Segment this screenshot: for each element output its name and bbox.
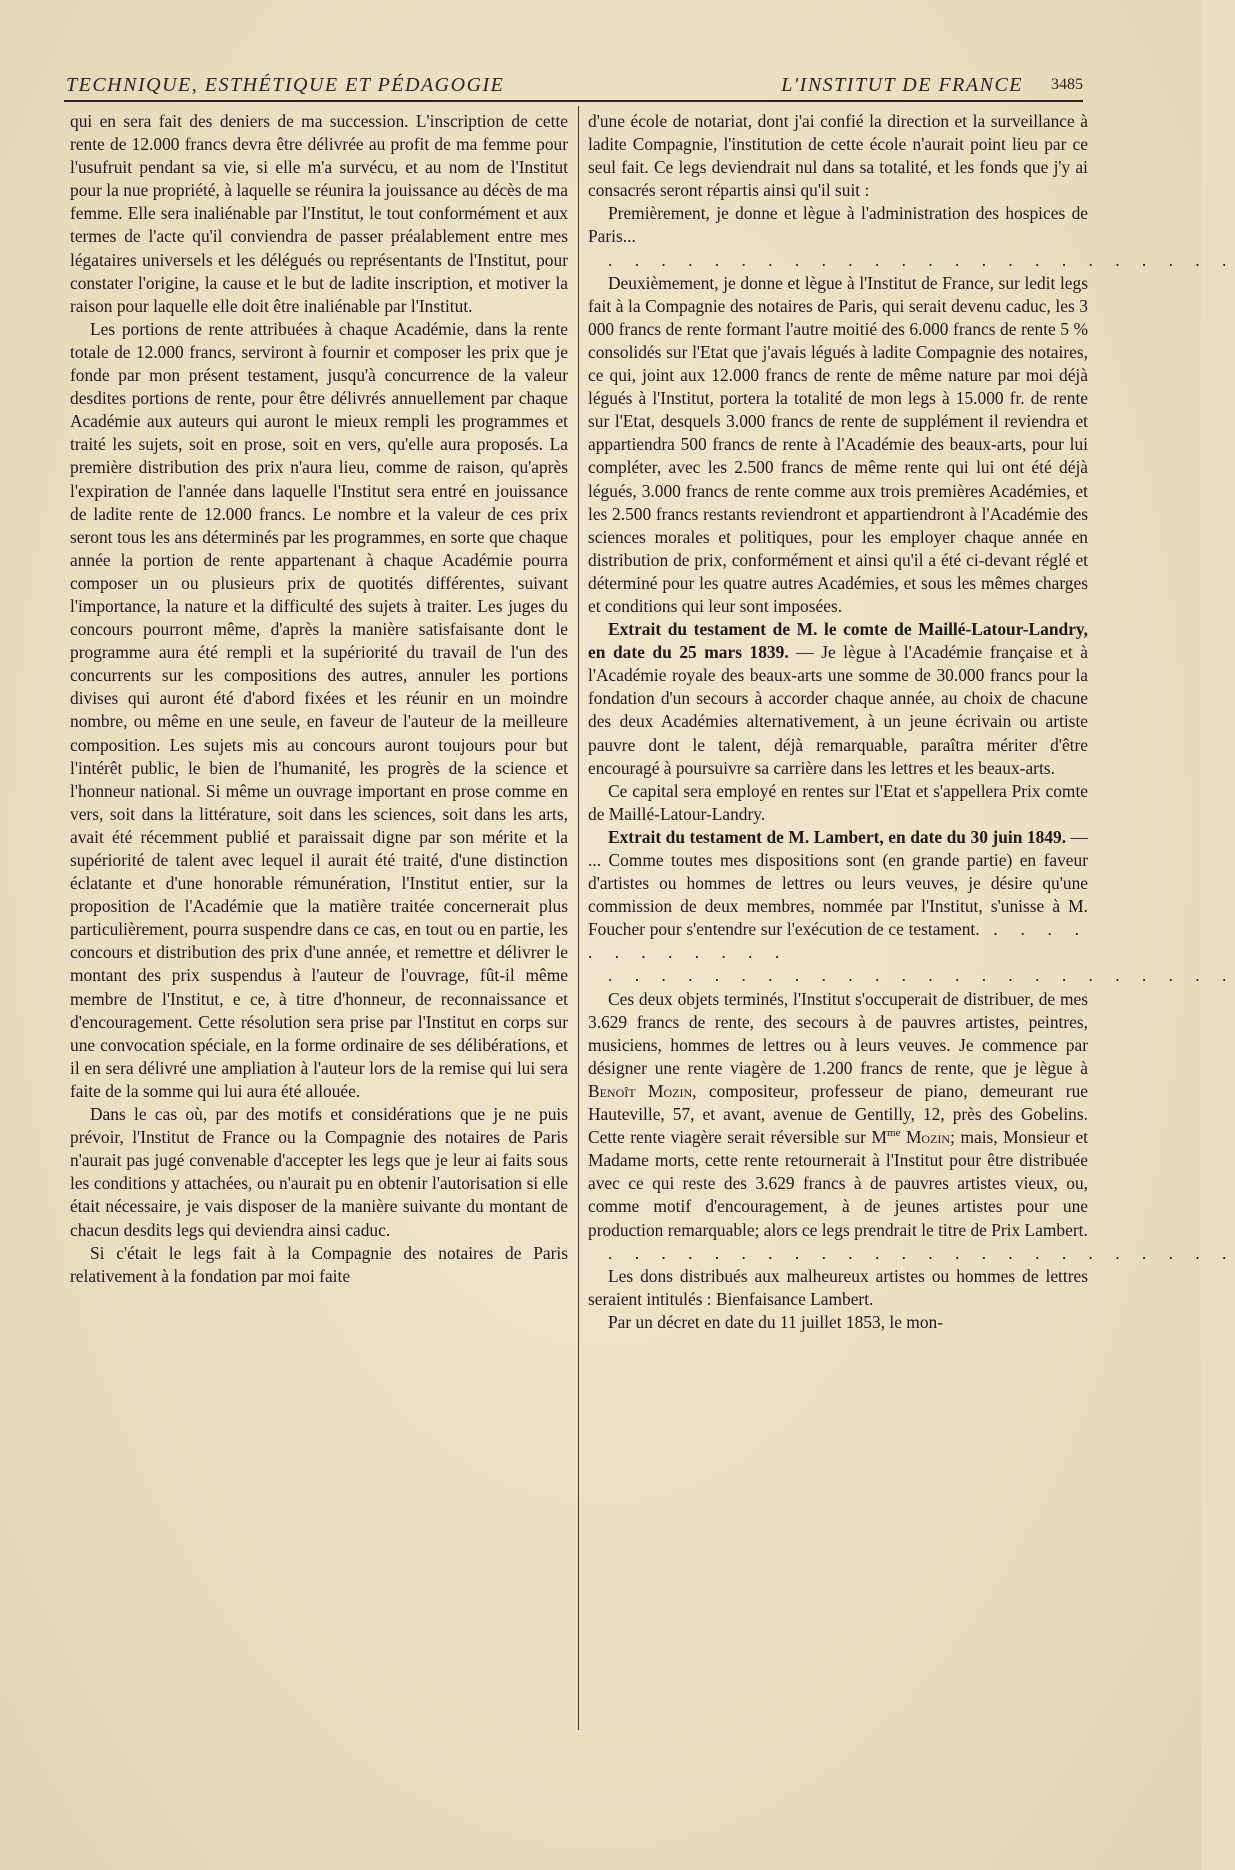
left-paragraph-3: Dans le cas où, par des motifs et considérations que je ne puis prévoir, l'Institut de France ou la Compagnie des notaires de Paris n'aurait pas jugé convenable d'accepter les legs que je leur ai faits sous les conditions y attachées, ou n'aurait pu en obtenir l'autorisation si elle était nécessaire, je vais disposer de la manière suivante du montant de chacun desdits legs qui deviendra ainsi caduc. [70,1104,568,1240]
column-divider [578,106,579,1730]
extract-text-lambert: — ... Comme toutes mes dispositions sont (en grande partie) en faveur d'artistes ou hommes de lettres ou leurs veuves, je désire qu'une commission de deux membres, nommée par l'Institut, s'unisse à M. Foucher pour s'entendre sur l'exécution de ce testament. [588,826,1088,940]
right-paragraph-9: Par un décret en date du 11 juillet 1853, le mon- [608,1311,943,1332]
lambert-text-a: Ces deux objets terminés, l'Institut s'occuperait de distribuer, de mes 3.629 francs de rente, des secours à de pauvres artistes, peintres, musiciens, hommes de lettres ou à leurs veuves. Je commence par désigner une rente viagère de 1.200 francs de rente, que je lègue à [588,988,1088,1078]
superscript-me: me [886,1127,901,1140]
left-column [70,110,568,1288]
extract-text-maille: — Je lègue à l'Académie française et à l'Académie royale des beaux-arts une somme de 30.000 francs pour la fondation d'un secours à accorder chaque année, au choix de chacune des deux Académies alternativement, à un jeune écrivain ou artiste pauvre dont le talent, déjà remarquable, paraîtra mériter d'être encouragé à poursuivre sa carrière dans les lettres et les beaux-arts. [588,642,1088,778]
right-paragraph-5: Ce capital sera employé en rentes sur l'Etat et s'appellera Prix comte de Maillé-Latour-Landry. [588,780,1088,824]
header-left-title: TECHNIQUE, ESTHÉTIQUE ET PÉDAGOGIE [66,74,505,96]
right-column [588,110,1235,1334]
right-paragraph-2: Premièrement, je donne et lègue à l'administration des hospices de Paris... [588,203,1088,247]
name-mozin: Benoît Mozin [588,1080,693,1101]
right-paragraph-7 [588,988,1088,1242]
page-number: 3485 [1051,76,1083,93]
running-header [66,74,1083,100]
lambert-text-c: ; mais, Monsieur et Madame morts, cette rente retournerait à l'Institut pour être distribuée avec ce qui reste des 3.629 francs à de pauvres artistes vieux, ou, comme motif d'encouragement, à de jeunes artistes pour une production remarquable; alors ce legs prendrait le titre de Prix Lambert. [588,1127,1088,1240]
name-mozin-2: Mozin [900,1127,951,1148]
ellipsis-inline: . . . . . . . . . . . . [588,919,1089,963]
ellipsis-row-3: . . . . . . . . . . . . . . . . . . . . . . . . [608,1242,1235,1263]
left-paragraph-2: Les portions de rente attribuées à chaque Académie, dans la rente totale de 12.000 francs, serviront à fournir et composer les prix que je fonde par mon présent testament, jusqu'à concurrence de la valeur desdites portions de rente, pour être délivrés annuellement par chaque Académie aux auteurs qui auront le mieux rempli les programmes et traité les sujets, soit en prose, soit en vers, qu'elle aura proposés. La première distribution des prix n'aura lieu, comme de raison, qu'après l'expiration de l'année dans laquelle l'Institut sera entré en jouissance de ladite rente de 12.000 francs. Le nombre et la valeur de ces prix seront tous les ans déterminés par les programmes, en sorte que chaque année la portion de rente appartenant à chaque Académie pourra composer un ou plusieurs prix de quotités différentes, suivant l'importance, la nature et la difficulté des sujets à traiter. Les juges du concours pourront même, d'après la manière satisfaisante dont le programme aura été rempli et la supériorité du travail de l'un des concurrents sur les compositions des autres, annuler les portions divises qui auront été d'abord fixées et les réunir en un moindre nombre, ou même en une seule, en faveur de l'auteur de la meilleure composition. Les sujets mis au concours auront toujours pour but l'intérêt public, le bien de l'humanité, les progrès de la science et l'honneur national. Si même un ouvrage important en prose comme en vers, soit dans la littérature, soit dans les sciences, soit dans les arts, avait été récemment publié et paraissait digne par son mérite et la supériorité de talent avec lequel il aurait été traité, d'une distinction éclatante et d'une honorable rémunération, l'Institut entier, sur la proposition de l'Académie que la matière traitée concernerait plus particulièrement, pourra suspendre dans ce cas, en tout ou en partie, les concours et distribution des prix d'une année, et remettre et délivrer le montant des prix suspendus à l'auteur de l'ouvrage, fût-il même membre de l'Institut, e ce, à titre d'honneur, de reconnaissance et d'encouragement. Cette résolution sera prise par l'Institut en corps sur une convocation spéciale, en la forme ordinaire de ses délibérations, et il en sera délivré une ampliation à l'auteur lors de la remise qui lui sera faite de la somme qui lui aura été allouée. [70,318,568,1101]
header-rule [64,100,1083,102]
lambert-text-b: , compositeur, professeur de piano, demeurant rue Hauteville, 57, et avant, avenue de Gentilly, 12, près des Gobelins. Cette rente viagère serait réversible sur M [588,1080,1088,1148]
header-right-title: L'INSTITUT DE FRANCE [781,74,1023,96]
right-paragraph-6 [588,826,1088,965]
ellipsis-row-2: . . . . . . . . . . . . . . . . . . . . . . . . [608,965,1235,986]
left-paragraph-1: qui en sera fait des deniers de ma succession. L'inscription de cette rente de 12.000 francs devra être délivrée au profit de ma femme pour l'usufruit pendant sa vie, si elle m'a survécu, et au nom de l'Institut pour la nue propriété, à laquelle se réunira la jouissance au décès de ma femme. Elle sera inaliénable par l'Institut, le tout conformément et aux termes de l'acte qu'il conviendra de passer préalablement entre mes légataires universels et les délégués ou représentants de l'Institut, pour constater l'origine, la cause et le but de ladite inscription, et motiver la raison pour laquelle elle doit être inaliénable par l'Institut. [70,111,568,316]
left-paragraph-4: Si c'était le legs fait à la Compagnie des notaires de Paris relativement à la fondation par moi faite [70,1242,568,1286]
extract-heading-maille: Extrait du testament de M. le comte de Maillé-Latour-Landry, en date du 25 mars 1839. [588,619,1088,663]
right-paragraph-1: d'une école de notariat, dont j'ai confié la direction et la surveillance à ladite Compagnie, l'institution de cette école n'aurait point lieu par ce seul fait. Ce legs deviendrait nul dans sa totalité, et les fonds que j'y ai consacrés seront répartis ainsi qu'il suit : [588,111,1088,201]
right-paragraph-8: Les dons distribués aux malheureux artistes ou hommes de lettres seraient intitulés : Bienfaisance Lambert. [588,1265,1088,1309]
ellipsis-row-1: . . . . . . . . . . . . . . . . . . . . . . . . [608,249,1235,270]
right-paragraph-4 [588,618,1088,780]
extract-heading-lambert: Extrait du testament de M. Lambert, en date du 30 juin 1849. [608,826,1067,847]
right-paragraph-3: Deuxièmement, je donne et lègue à l'Institut de France, sur ledit legs fait à la Compagnie des notaires de Paris, qui serait devenu caduc, les 3 000 francs de rente formant l'autre moitié des 6.000 francs de rente 5 % consolidés sur l'Etat que j'avais légués à ladite Compagnie des notaires, ce qui, joint aux 12.000 francs de rente de même nature par moi déjà légués à l'Institut, portera la totalité de mon legs à 15.000 fr. de rente sur l'Etat, desquels 3.000 francs de rente de supplément il reviendra et appartiendra 500 francs de rente à l'Académie des beaux-arts, pour lui compléter, avec les 2.500 francs de même rente qui lui ont été déjà légués, 3.000 francs de rente comme aux trois premières Académies, et les 2.500 francs restants reviendront et appartiendront à l'Académie des sciences morales et politiques, pour les employer chaque année en distribution de prix, conformément et ainsi qu'il a été ci-devant réglé et déterminé pour les quatre autres Académies, et sous les mêmes charges et conditions qui leur sont imposées. [588,272,1088,616]
